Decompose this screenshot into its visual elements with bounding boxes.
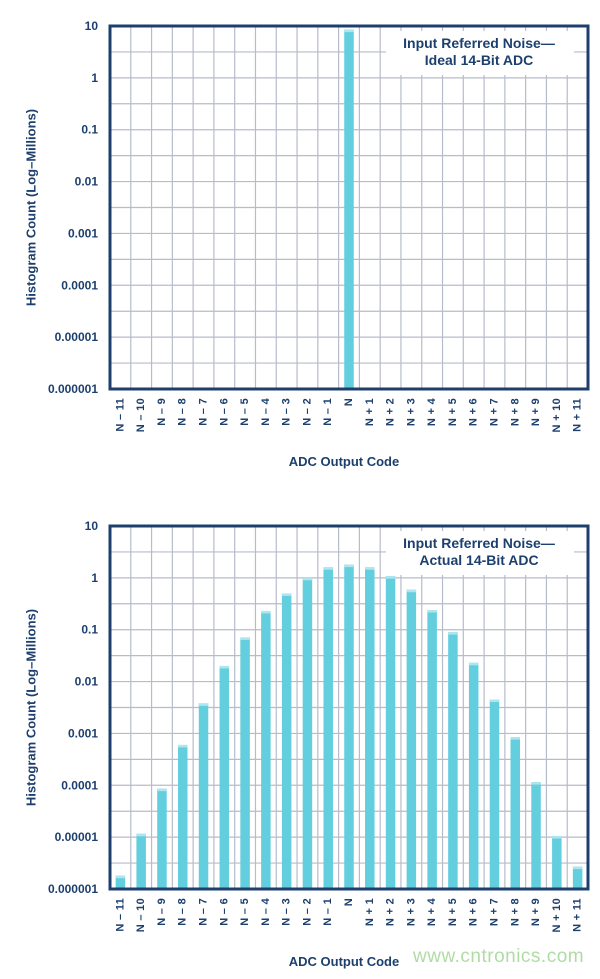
x-tick-label: N – 8 — [176, 898, 189, 926]
histogram-bar-cap — [178, 745, 188, 748]
histogram-bar — [573, 867, 583, 889]
x-tick-label: N – 4 — [259, 898, 272, 926]
y-tick-label: 0.01 — [74, 674, 98, 689]
bars — [344, 30, 354, 389]
histogram-bar — [303, 578, 313, 889]
x-tick-label: N – 1 — [322, 398, 335, 426]
histogram-bar — [344, 30, 354, 389]
x-tick-label: N – 2 — [301, 398, 314, 426]
x-tick-label: N + 7 — [488, 898, 501, 927]
x-tick-label: N – 4 — [259, 398, 272, 426]
x-axis-title: ADC Output Code — [288, 454, 400, 469]
histogram-bar — [427, 610, 437, 889]
x-tick-label: N – 7 — [197, 398, 210, 426]
y-tick-label: 0.0001 — [61, 778, 98, 793]
x-axis-title: ADC Output Code — [288, 954, 400, 969]
histogram-bar-cap — [448, 632, 458, 635]
histogram-bar-cap — [240, 637, 250, 640]
x-tick-label: N – 6 — [218, 398, 231, 426]
histogram-bar-cap — [303, 578, 313, 581]
x-tick-label: N + 11 — [571, 898, 584, 932]
histogram-bar — [531, 782, 541, 889]
histogram-bar — [199, 703, 209, 889]
histogram-bar-cap — [511, 737, 521, 740]
x-tick-label: N + 1 — [363, 398, 376, 427]
y-tick-label: 0.1 — [81, 622, 98, 637]
x-tick-label: N + 10 — [550, 898, 563, 933]
y-tick-label: 0.00001 — [54, 330, 98, 345]
x-tick-label: N – 8 — [176, 398, 189, 426]
x-tick-label: N + 1 — [363, 898, 376, 927]
chart-title-line2: Ideal 14-Bit ADC — [424, 52, 534, 68]
chart-title-line1: Input Referred Noise— — [403, 535, 555, 551]
y-tick-label: 1 — [91, 70, 98, 85]
x-tick-label: N + 2 — [384, 398, 397, 427]
histogram-bar-cap — [323, 567, 333, 570]
x-tick-label: N + 7 — [488, 398, 501, 427]
x-tick-label: N + 8 — [509, 398, 522, 427]
histogram-bar — [386, 576, 396, 889]
chart-title-line1: Input Referred Noise— — [403, 35, 555, 51]
x-tick-labels — [114, 397, 583, 432]
x-tick-label: N – 11 — [114, 398, 127, 432]
x-tick-label: N – 3 — [280, 898, 293, 926]
histogram-bar — [365, 567, 375, 889]
x-tick-label: N + 3 — [405, 398, 418, 427]
histogram-bar-cap — [407, 590, 417, 593]
x-tick-label: N + 4 — [426, 398, 439, 427]
x-tick-label: N + 6 — [467, 398, 480, 427]
histogram-bar — [220, 666, 230, 889]
y-tick-label: 0.0001 — [61, 278, 98, 293]
y-axis-title: Histogram Count (Log–Millions) — [23, 608, 39, 807]
histogram-bar-cap — [469, 663, 479, 666]
x-tick-label: N – 9 — [155, 898, 168, 926]
x-tick-label: N + 9 — [530, 898, 543, 927]
chart-actual-adc — [24, 519, 589, 969]
x-tick-labels — [114, 897, 583, 932]
histogram-bar-cap — [365, 567, 375, 570]
x-tick-label: N – 6 — [218, 898, 231, 926]
y-tick-label: 0.000001 — [47, 882, 98, 896]
y-tick-labels — [48, 19, 98, 396]
y-tick-label: 1 — [91, 570, 98, 585]
x-tick-label: N – 1 — [322, 898, 335, 926]
x-tick-label: N + 9 — [530, 398, 543, 427]
x-tick-label: N + 10 — [550, 398, 563, 433]
y-tick-label: 10 — [84, 519, 98, 533]
x-tick-label: N – 9 — [155, 398, 168, 426]
x-tick-label: N + 2 — [384, 898, 397, 927]
y-tick-label: 10 — [84, 19, 98, 33]
histogram-bar-cap — [427, 610, 437, 613]
histogram-bar — [282, 593, 292, 889]
y-tick-label: 0.000001 — [47, 382, 98, 396]
histogram-bar-cap — [136, 834, 146, 837]
y-tick-labels — [48, 519, 98, 896]
x-tick-label: N + 3 — [405, 898, 418, 927]
histogram-bar — [448, 632, 458, 889]
histogram-bar-cap — [220, 666, 230, 669]
chart-ideal-adc — [24, 19, 589, 469]
histogram-bar — [136, 834, 146, 889]
histogram-bar-cap — [552, 836, 562, 839]
x-tick-label: N – 5 — [239, 898, 252, 926]
x-tick-label: N + 6 — [467, 898, 480, 927]
x-tick-label: N — [343, 898, 355, 907]
histogram-bar — [261, 611, 271, 889]
histogram-bar-cap — [261, 611, 271, 614]
x-tick-label: N – 10 — [135, 898, 148, 933]
histogram-bar — [157, 789, 167, 889]
x-tick-label: N — [343, 398, 355, 407]
chart-title-line2: Actual 14-Bit ADC — [419, 552, 539, 568]
x-tick-label: N + 5 — [446, 898, 459, 927]
x-tick-label: N + 5 — [446, 398, 459, 427]
x-tick-label: N – 3 — [280, 398, 293, 426]
histogram-bar-cap — [386, 576, 396, 579]
histogram-bar — [552, 836, 562, 889]
histogram-bar — [469, 663, 479, 889]
histogram-bar — [178, 745, 188, 889]
histogram-bar-cap — [116, 876, 126, 879]
x-tick-label: N – 10 — [135, 398, 148, 433]
histogram-bar-cap — [157, 789, 167, 792]
histogram-bar — [490, 700, 500, 889]
x-tick-label: N + 11 — [571, 398, 584, 432]
y-tick-label: 0.1 — [81, 122, 98, 137]
histogram-bar — [344, 565, 354, 889]
x-tick-label: N + 8 — [509, 898, 522, 927]
histogram-bar-cap — [344, 565, 354, 568]
y-tick-label: 0.001 — [67, 726, 98, 741]
histogram-bar — [407, 590, 417, 889]
x-tick-label: N – 2 — [301, 898, 314, 926]
x-tick-label: N – 11 — [114, 898, 127, 932]
y-tick-label: 0.01 — [74, 174, 98, 189]
histogram-bar-cap — [531, 782, 541, 785]
histogram-bar — [511, 737, 521, 889]
y-tick-label: 0.001 — [67, 226, 98, 241]
histogram-bar-cap — [490, 700, 500, 703]
y-tick-label: 0.00001 — [54, 830, 98, 845]
x-tick-label: N – 7 — [197, 898, 210, 926]
x-tick-label: N – 5 — [239, 398, 252, 426]
y-axis-title: Histogram Count (Log–Millions) — [23, 108, 39, 307]
histogram-bar-cap — [573, 867, 583, 870]
histogram-bar-cap — [199, 703, 209, 706]
bars — [116, 565, 583, 889]
histogram-bar-cap — [282, 593, 292, 596]
histogram-bar — [240, 637, 250, 889]
x-tick-label: N + 4 — [426, 898, 439, 927]
histogram-bar-cap — [344, 30, 354, 33]
histogram-bar — [323, 567, 333, 889]
watermark-text: www.cntronics.com — [413, 946, 585, 967]
